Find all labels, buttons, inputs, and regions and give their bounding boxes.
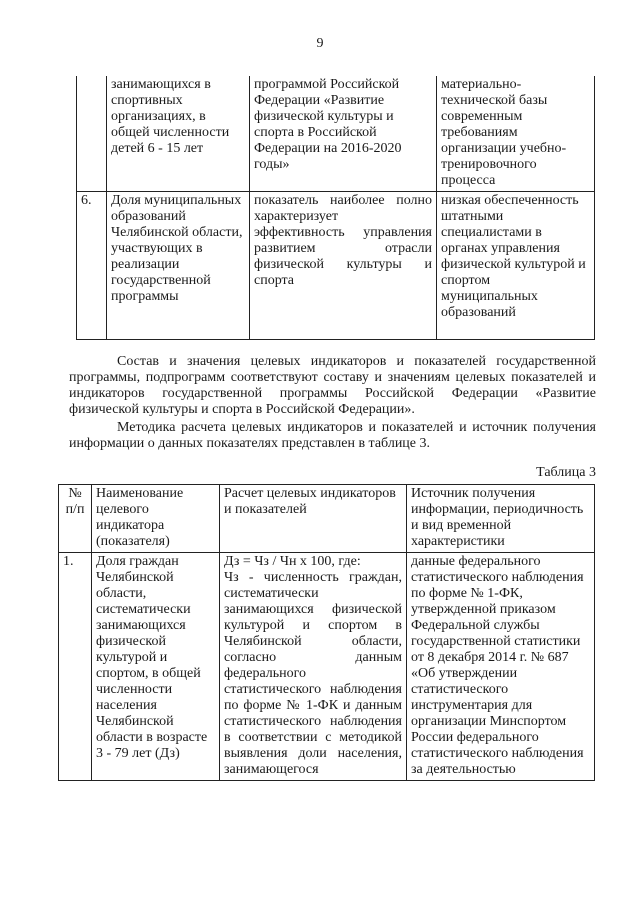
calculation-text: Чз - численность граждан, систематически занимающихся физической культурой и спортом в Челябинской области, согласно данным федерального статистического наблюдения по форме № 1-ФК и данным статистического наблюдения в соответствии с методикой выявления доли населения, занимающегося xyxy=(224,570,402,777)
table-caption: Таблица 3 xyxy=(536,465,596,480)
source-cell: данные федерального статистического наблюдения по форме № 1-ФК, утвержденной приказом Федеральной службы государственной статистики от 8 декабря 2014 г. № 687 «Об утверждении статистического инструментария для организации Минспортом России федерального статистического наблюдения за деятельностью xyxy=(407,553,595,781)
header-indicator-name: Наименование целевого индикатора (показателя) xyxy=(92,485,220,553)
rationale-cell: показатель наиболее полно характеризует эффективность управления развитием отрасли физической культуры и спорта xyxy=(250,192,437,340)
continuation-table xyxy=(76,76,595,340)
calculation-cell xyxy=(220,553,407,781)
factors-cell: материально-технической базы современным требованиям организации учебно-тренировочного процесса xyxy=(437,76,595,192)
table-row xyxy=(77,76,595,192)
page-number: 9 xyxy=(316,36,324,51)
indicator-name-cell: Доля граждан Челябинской области, систематически занимающихся физической культурой и спортом, в общей численности населения Челябинской области в возрасте 3 - 79 лет (Дз) xyxy=(92,553,220,781)
indicator-name-cell: Доля муниципальных образований Челябинской области, участвующих в реализации государственной программы xyxy=(107,192,250,340)
indicators-method-table xyxy=(58,484,595,781)
row-number-cell: 6. xyxy=(77,192,107,340)
table-row xyxy=(59,553,595,781)
indicator-name-cell: занимающихся в спортивных организациях, в общей численности детей 6 - 15 лет xyxy=(107,76,250,192)
table-row xyxy=(77,192,595,340)
header-number: № п/п xyxy=(59,485,92,553)
factors-cell: низкая обеспеченность штатными специалистами в органах управления физической культурой и спортом муниципальных образований xyxy=(437,192,595,340)
rationale-cell: программой Российской Федерации «Развитие физической культуры и спорта в Российской Федерации на 2016-2020 годы» xyxy=(250,76,437,192)
header-calculation: Расчет целевых индикаторов и показателей xyxy=(220,485,407,553)
row-number-cell xyxy=(77,76,107,192)
row-number-cell: 1. xyxy=(59,553,92,781)
formula-text: Дз = Чз / Чн x 100, где: xyxy=(224,554,361,569)
table-header-row xyxy=(59,485,595,553)
body-paragraph: Состав и значения целевых индикаторов и показателей государственной программы, подпрограмм соответствуют составу и значениям целевых показателей и индикаторов государственной программы Российской Федерации «Развитие физической культуры и спорта в Российской Федерации». xyxy=(69,354,596,417)
header-source: Источник получения информации, периодичность и вид временной характеристики xyxy=(407,485,595,553)
body-paragraph: Методика расчета целевых индикаторов и показателей и источник получения информации о данных показателях представлен в таблице 3. xyxy=(69,420,596,451)
